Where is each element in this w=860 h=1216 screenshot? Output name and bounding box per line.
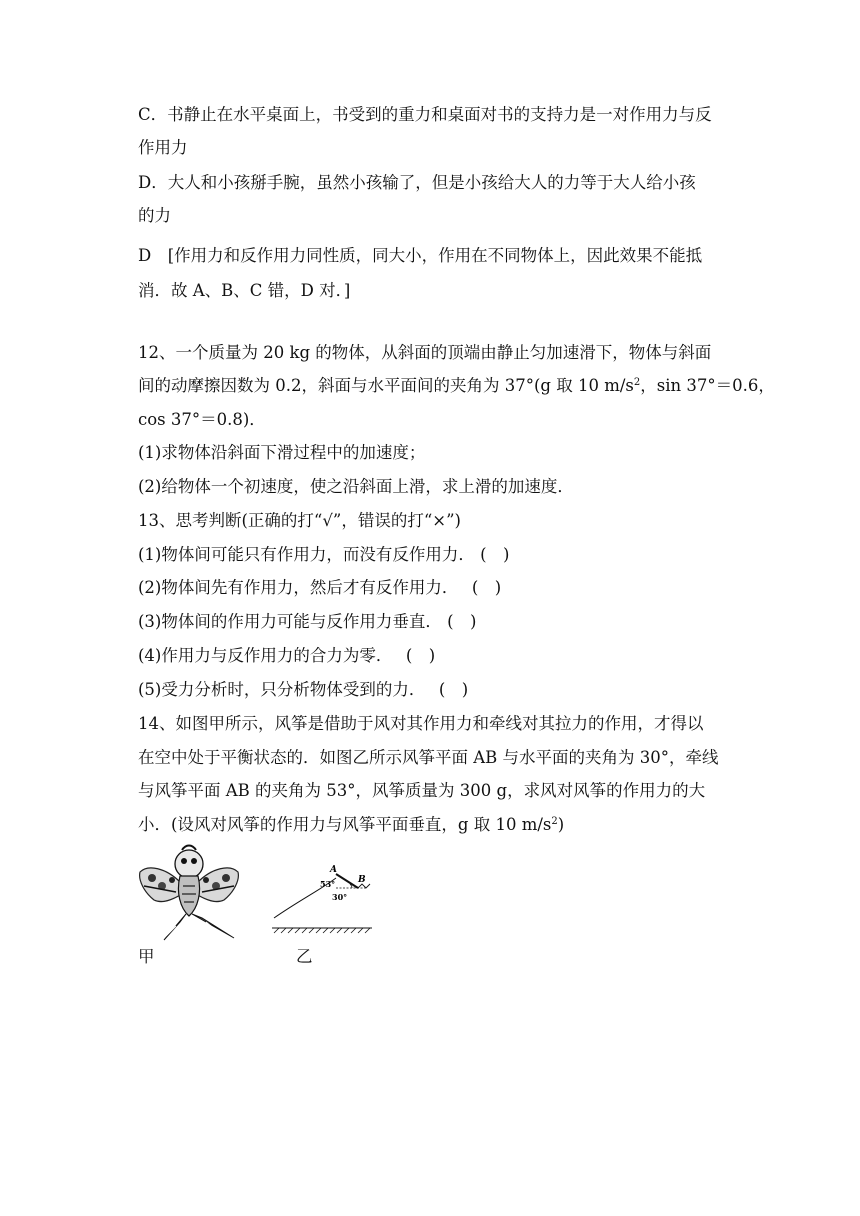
q12-line3: cos 37°＝0.8)．	[138, 410, 266, 429]
q14-line3: 与风筝平面 AB 的夹角为 53°，风筝质量为 300 g，求风对风筝的作用力的大	[138, 781, 706, 800]
q13-item-4: (4)作用力与反作用力的合力为零． ( )	[138, 646, 436, 665]
caption-yi: 乙	[296, 947, 313, 966]
label-b: B	[358, 875, 366, 885]
q13-item-3: (3)物体间的作用力可能与反作用力垂直． ( )	[138, 612, 477, 631]
answer-line1: D [作用力和反作用力同性质，同大小，作用在不同物体上，因此效果不能抵	[138, 246, 703, 265]
option-d-line2: 的力	[138, 206, 171, 225]
q12-part1: (1)求物体沿斜面下滑过程中的加速度；	[138, 443, 426, 462]
angle-30-label: 30°	[332, 892, 348, 902]
q12-line1: 12、一个质量为 20 kg 的物体，从斜面的顶端由静止匀加速滑下，物体与斜面	[138, 343, 712, 362]
q13-item-2: (2)物体间先有作用力，然后才有反作用力． ( )	[138, 578, 502, 597]
q13-title: 13、思考判断(正确的打“√”，错误的打“×”)	[138, 511, 461, 530]
answer-line2: 消．故 A、B、C 错，D 对．]	[138, 281, 351, 300]
q12-line2: 间的动摩擦因数为 0.2，斜面与水平面间的夹角为 37°(g 取 10 $m/s^2$，sin 37°＝0.6，	[138, 376, 775, 395]
q13-item-5: (5)受力分析时，只分析物体受到的力． ( )	[138, 680, 469, 699]
option-c-line1: C．书静止在水平桌面上，书受到的重力和桌面对书的支持力是一对作用力与反	[138, 105, 712, 124]
q14-line1: 14、如图甲所示，风筝是借助于风对其作用力和牵线对其拉力的作用，才得以	[138, 714, 704, 733]
caption-jia: 甲	[138, 947, 155, 966]
q14-line4: 小．(设风对风筝的作用力与风筝平面垂直，g 取 10 $m/s^2$)	[138, 815, 565, 834]
superscript: 2	[551, 816, 558, 827]
option-c-line2: 作用力	[138, 138, 188, 157]
superscript: 2	[633, 377, 641, 388]
option-d-line1: D．大人和小孩掰手腕，虽然小孩输了，但是小孩给大人的力等于大人给小孩	[138, 173, 696, 192]
kite-force-diagram	[270, 862, 380, 934]
kite-figure	[136, 842, 242, 946]
label-a: A	[330, 865, 337, 875]
q13-item-1: (1)物体间可能只有作用力，而没有反作用力． ( )	[138, 545, 510, 564]
angle-53-label: 53°	[320, 879, 336, 889]
q14-line2: 在空中处于平衡状态的．如图乙所示风筝平面 AB 与水平面的夹角为 30°，牵线	[138, 748, 719, 767]
q12-part2: (2)给物体一个初速度，使之沿斜面上滑，求上滑的加速度．	[138, 477, 574, 496]
